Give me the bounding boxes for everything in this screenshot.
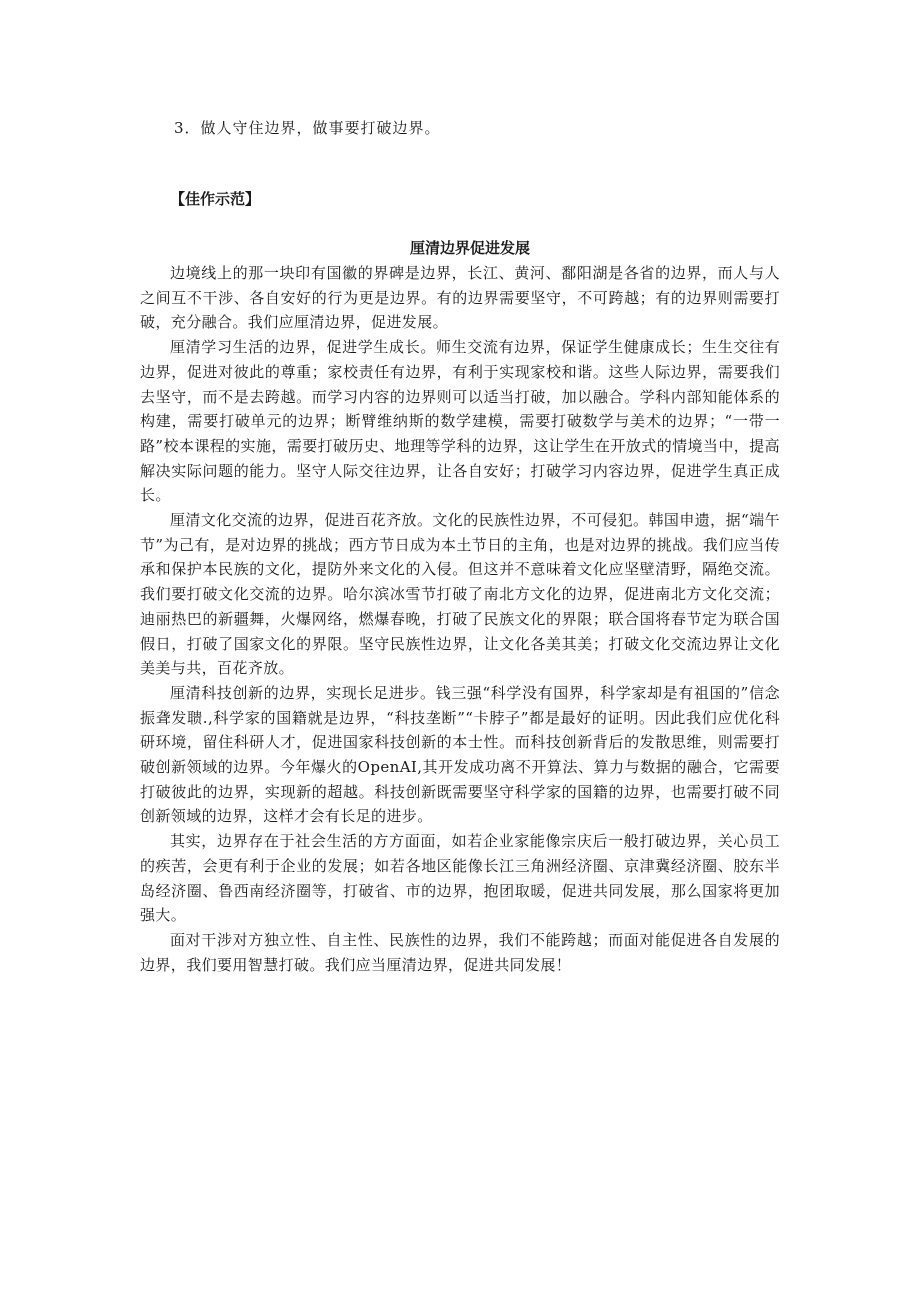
point-three: 3．做人守住边界，做事要打破边界。 (174, 119, 441, 137)
essay-paragraph-3: 厘清文化交流的边界，促进百花齐放。文化的民族性边界，不可侵犯。韩国申遗，据“端午节”为己有，是对边界的挑战；西方节日成为本土节日的主角，也是对边界的挑战。我们应当传承和保护本民族的文化，提防外来文化的入侵。但这并不意味着文化应坚壁清野，隔绝交流。我们要打破文化交流的边界。哈尔滨冰雪节打破了南北方文化的边界，促进南北方文化交流；迪丽热巴的新疆舞，火爆网络，燃爆春晚，打破了民族文化的界限；联合国将春节定为联合国假日，打破了国家文化的界限。坚守民族性边界，让文化各美其美；打破文化交流边界让文化美美与共，百花齐放。 (140, 511, 780, 678)
essay-paragraph-6: 面对干涉对方独立性、自主性、民族性的边界，我们不能跨越；而面对能促进各自发展的边界，我们要用智慧打破。我们应当厘清边界，促进共同发展！ (140, 930, 780, 974)
essay-paragraph-4: 厘清科技创新的边界，实现长足进步。钱三强“科学没有国界，科学家却是有祖国的”信念振聋发聩.,科学家的国籍就是边界，“科技垄断”“卡脖子”都是最好的证明。因此我们应优化科研环境，留住科研人才，促进国家科技创新的本士性。而科技创新背后的发散思维，则需要打破创新领域的边界。今年爆火的OpenAI,其开发成功离不开算法、算力与数据的融合，它需要打破彼此的边界，实现新的超越。科技创新既需要坚守科学家的国籍的边界，也需要打破不同创新领域的边界，这样才会有长足的进步。 (140, 683, 780, 826)
essay (140, 236, 780, 977)
essay-title: 厘清边界促进发展 (409, 239, 530, 257)
essay-paragraph-2: 厘清学习生活的边界，促进学生成长。师生交流有边界，保证学生健康成长；生生交往有边界，促进对彼此的尊重；家校责任有边界，有利于实现家校和谐。这些人际边界，需要我们去坚守，而不是去跨越。而学习内容的边界则可以适当打破，加以融合。学科内部知能体系的构建，需要打破单元的边界；断臂维纳斯的数学建模，需要打破数学与美术的边界；“一带一路”校本课程的实施，需要打破历史、地理等学科的边界，这让学生在开放式的情境当中，提高解决实际问题的能力。坚守人际交往边界，让各自安好；打破学习内容边界，促进学生真正成长。 (140, 338, 780, 505)
essay-paragraph-5: 其实，边界存在于社会生活的方方面面，如若企业家能像宗庆后一般打破边界，关心员工的疾苦，会更有利于企业的发展；如若各地区能像长江三角洲经济圈、京津冀经济圈、胶东半岛经济圈、鲁西南经济圈等，打破省、市的边界，抱团取暖，促进共同发展，那么国家将更加强大。 (140, 832, 780, 925)
essay-paragraph-1: 边境线上的那一块印有国徽的界碑是边界，长江、黄河、鄱阳湖是各省的边界，而人与人之间互不干涉、各自安好的行为更是边界。有的边界需要坚守，不可跨越；有的边界则需要打破，充分融合。我们应厘清边界，促进发展。 (140, 264, 780, 332)
section-heading-exemplar: 【佳作示范】 (170, 190, 261, 208)
